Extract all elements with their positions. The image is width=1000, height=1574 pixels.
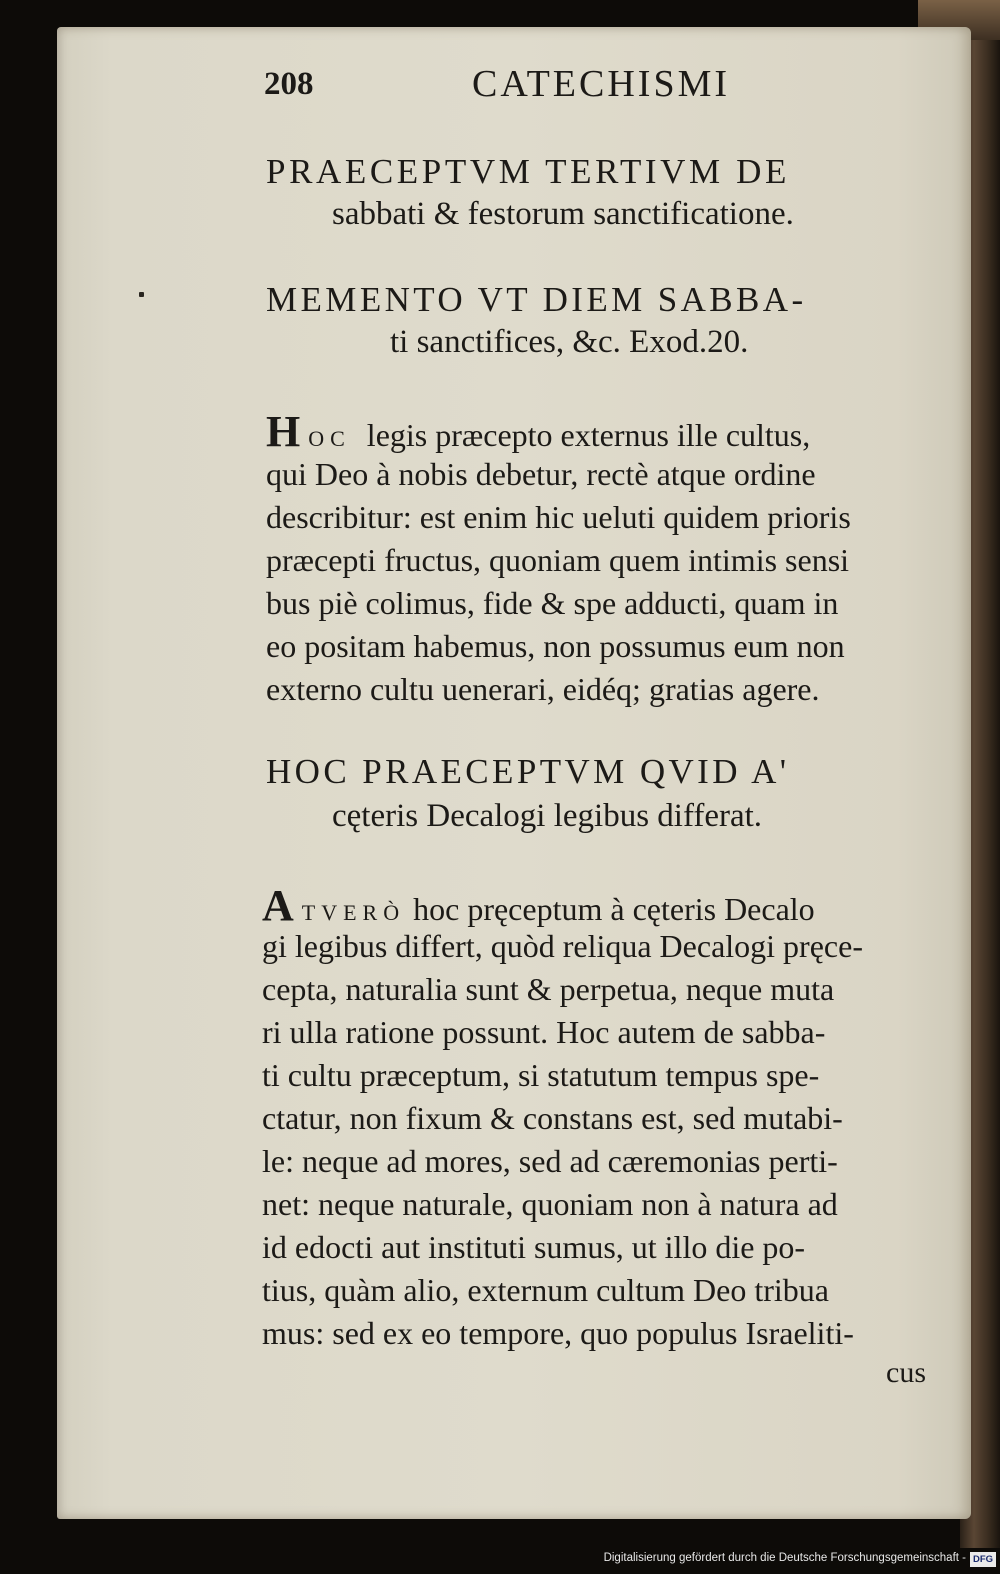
running-head: CATECHISMI [472, 63, 731, 105]
dropcap: A [262, 881, 294, 930]
text-line: net: neque naturale, quoniam non à natura ad [262, 1186, 838, 1222]
margin-mark [139, 292, 144, 297]
text-line: ri ulla ratione possunt. Hoc autem de sabba- [262, 1014, 826, 1050]
text-line: id edocti aut instituti sumus, ut illo die po- [262, 1229, 806, 1265]
section2-heading: MEMENTO VT DIEM SABBA- [266, 280, 807, 319]
section1-heading: PRAECEPTVM TERTIVM DE [266, 152, 790, 191]
text-line: describitur: est enim hic ueluti quidem prioris [266, 499, 851, 535]
text-line: mus: sed ex eo tempore, quo populus Israeliti- [262, 1315, 854, 1351]
paragraph-2-first-line [262, 880, 815, 931]
text-line: bus piè colimus, fide & spe adducti, quam in [266, 585, 839, 621]
section3-heading: HOC PRAECEPTVM QVID A' [266, 752, 790, 791]
text-line: qui Deo à nobis debetur, rectè atque ordine [266, 456, 816, 492]
text-line: ti cultu præceptum, si statutum tempus spe- [262, 1057, 820, 1093]
section1-subheading: sabbati & festorum sanctificatione. [332, 196, 794, 232]
page-number: 208 [264, 66, 314, 102]
text-line: præcepti fructus, quoniam quem intimis sensi [266, 542, 850, 578]
smallcaps-word: OC [308, 426, 351, 451]
text-line: tius, quàm alio, externum cultum Deo tribua [262, 1272, 829, 1308]
section2-subheading: ti sanctifices, &c. Exod.20. [390, 324, 749, 360]
text-line: ctatur, non fixum & constans est, sed mutabi- [262, 1100, 843, 1136]
smallcaps-word: TVERÒ [301, 900, 406, 925]
text-line: le: neque ad mores, sed ad cæremonias perti- [262, 1143, 838, 1179]
funding-credit: Digitalisierung gefördert durch die Deutsche Forschungsgemeinschaft - [603, 1552, 966, 1564]
section3-subheading: cęteris Decalogi legibus differat. [332, 798, 763, 834]
dfg-logo: DFG [970, 1552, 996, 1567]
first-line-text: legis præcepto externus ille cultus, [366, 417, 811, 453]
text-line: gi legibus differt, quòd reliqua Decalogi pręce- [262, 928, 863, 964]
text-line: externo cultu uenerari, eidéq; gratias agere. [266, 671, 820, 707]
text-line: cepta, naturalia sunt & perpetua, neque muta [262, 971, 835, 1007]
text-line: eo positam habemus, non possumus eum non [266, 628, 845, 664]
catchword: cus [886, 1356, 926, 1389]
paragraph-1-first-line [266, 406, 810, 457]
first-line-text: hoc pręceptum à cęteris Decalo [413, 891, 815, 927]
dropcap: H [266, 407, 301, 456]
